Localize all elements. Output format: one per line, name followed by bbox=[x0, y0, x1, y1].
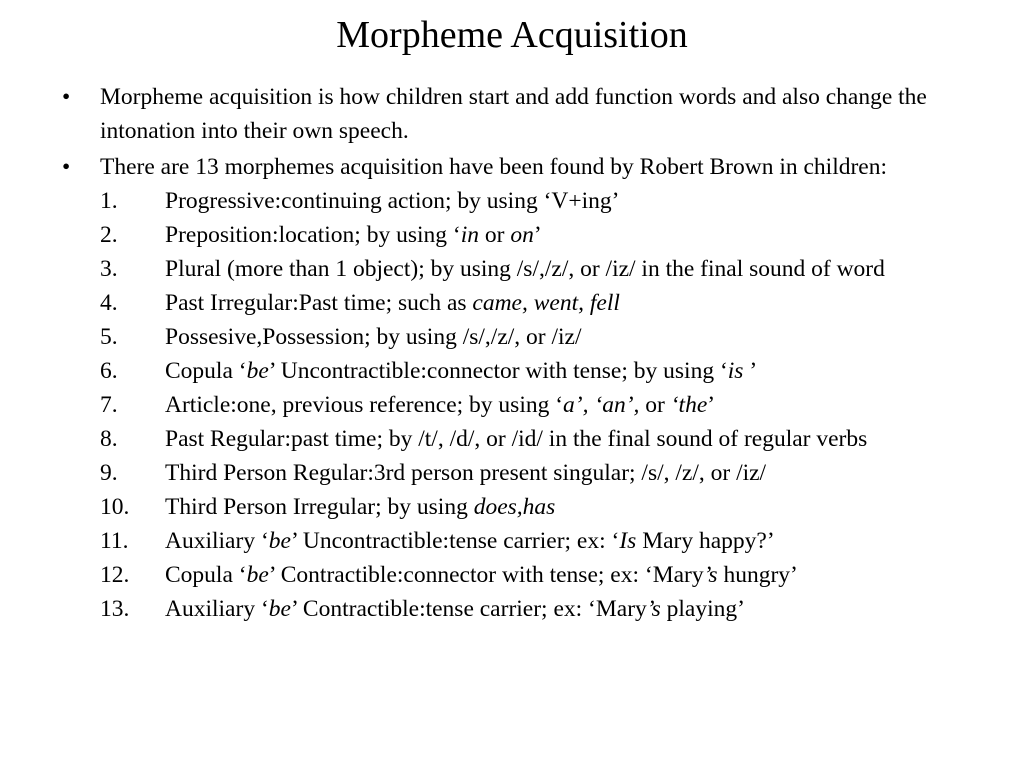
text-segment: Past Regular:past time; by /t/, /d/, or /id/ in the final sound of regular verbs bbox=[165, 426, 868, 452]
list-item bbox=[100, 218, 964, 252]
list-item-text bbox=[165, 256, 885, 282]
list-item-number: 13. bbox=[100, 596, 130, 622]
list-item bbox=[100, 422, 964, 456]
list-item-text bbox=[165, 222, 542, 248]
list-item bbox=[100, 558, 964, 592]
text-segment: ’ Uncontractible:connector with tense; by using ‘ bbox=[268, 358, 728, 384]
list-item-number: 8. bbox=[100, 426, 118, 452]
text-segment: Copula ‘ bbox=[165, 562, 247, 588]
slide-title: Morpheme Acquisition bbox=[336, 14, 688, 56]
bullet-text: Morpheme acquisition is how children start and add function words and also change the intonation into their own speech. bbox=[100, 84, 927, 144]
italic-text: Is bbox=[619, 528, 637, 554]
italic-text: came, went, fell bbox=[472, 290, 620, 316]
list-item-number: 12. bbox=[100, 562, 130, 588]
morpheme-list bbox=[100, 184, 964, 626]
list-item-text bbox=[165, 392, 715, 418]
italic-text: does,has bbox=[473, 494, 556, 520]
italic-text: be bbox=[268, 596, 291, 622]
text-segment: or bbox=[478, 222, 511, 248]
text-segment: ’ bbox=[707, 392, 716, 418]
bullet-dot-icon: • bbox=[62, 84, 71, 110]
text-segment: Past Irregular:Past time; such as bbox=[165, 290, 473, 316]
italic-text: ’s bbox=[703, 562, 718, 588]
list-item-text bbox=[165, 562, 798, 588]
list-item bbox=[100, 184, 964, 218]
list-item-text bbox=[165, 494, 555, 520]
list-item-number: 2. bbox=[100, 222, 118, 248]
bullet-definition bbox=[0, 80, 1024, 148]
text-segment: Auxiliary ‘ bbox=[165, 528, 269, 554]
italic-text: is bbox=[727, 358, 744, 384]
text-segment: Third Person Irregular; by using bbox=[165, 494, 474, 520]
italic-text: be bbox=[246, 358, 269, 384]
list-item-number: 10. bbox=[100, 494, 130, 520]
list-item-text bbox=[165, 596, 745, 622]
list-item-number: 11. bbox=[100, 528, 129, 554]
list-item-number: 3. bbox=[100, 256, 118, 282]
text-segment: ’ Contractible:connector with tense; ex: ‘Mary bbox=[268, 562, 704, 588]
list-item-number: 7. bbox=[100, 392, 118, 418]
list-item-number: 4. bbox=[100, 290, 118, 316]
list-item-number: 6. bbox=[100, 358, 118, 384]
text-segment: ’ bbox=[533, 222, 542, 248]
text-segment: Copula ‘ bbox=[165, 358, 247, 384]
list-item bbox=[100, 524, 964, 558]
bullet-morpheme-list bbox=[0, 150, 1024, 626]
list-item-text bbox=[165, 358, 757, 384]
list-item bbox=[100, 490, 964, 524]
text-segment: or bbox=[639, 392, 671, 418]
list-item-number: 9. bbox=[100, 460, 118, 486]
text-segment: ’ Uncontractible:tense carrier; ex: ‘ bbox=[290, 528, 620, 554]
list-item bbox=[100, 252, 964, 286]
list-item bbox=[100, 354, 964, 388]
text-segment: Mary happy?’ bbox=[636, 528, 775, 554]
list-item bbox=[100, 456, 964, 490]
bullet-dot-icon: • bbox=[62, 154, 71, 180]
italic-text: ’s bbox=[646, 596, 661, 622]
list-item-text bbox=[165, 528, 775, 554]
text-segment: Preposition:location; by using ‘ bbox=[165, 222, 461, 248]
text-segment: Possesive,Possession; by using /s/,/z/, or /iz/ bbox=[165, 324, 582, 350]
italic-text: in bbox=[460, 222, 479, 248]
list-item bbox=[100, 286, 964, 320]
text-segment: ’ Contractible:tense carrier; ex: ‘Mary bbox=[290, 596, 647, 622]
text-segment: Plural (more than 1 object); by using /s/,/z/, or /iz/ in the final sound of word bbox=[165, 256, 885, 282]
italic-text: a’, ‘an’, bbox=[563, 392, 640, 418]
list-item-text bbox=[165, 324, 582, 350]
text-segment: playing’ bbox=[660, 596, 745, 622]
text-segment: Third Person Regular:3rd person present singular; /s/, /z/, or /iz/ bbox=[165, 460, 767, 486]
italic-text: ‘the bbox=[670, 392, 708, 418]
slide-body bbox=[0, 80, 1024, 626]
list-item bbox=[100, 320, 964, 354]
italic-text: be bbox=[246, 562, 269, 588]
bullet-text: There are 13 morphemes acquisition have been found by Robert Brown in children: bbox=[100, 154, 888, 180]
text-segment: hungry’ bbox=[717, 562, 798, 588]
list-item bbox=[100, 592, 964, 626]
list-item-number: 1. bbox=[100, 188, 118, 214]
italic-text: on bbox=[510, 222, 534, 248]
list-item bbox=[100, 388, 964, 422]
text-segment: ’ bbox=[743, 358, 758, 384]
list-item-text bbox=[165, 290, 620, 316]
text-segment: Article:one, previous reference; by using ‘ bbox=[165, 392, 564, 418]
list-item-text bbox=[165, 426, 867, 452]
list-item-number: 5. bbox=[100, 324, 118, 350]
text-segment: Progressive:continuing action; by using ‘V+ing’ bbox=[165, 188, 620, 214]
list-item-text bbox=[165, 460, 766, 486]
text-segment: Auxiliary ‘ bbox=[165, 596, 269, 622]
italic-text: be bbox=[268, 528, 291, 554]
list-item-text bbox=[165, 188, 619, 214]
